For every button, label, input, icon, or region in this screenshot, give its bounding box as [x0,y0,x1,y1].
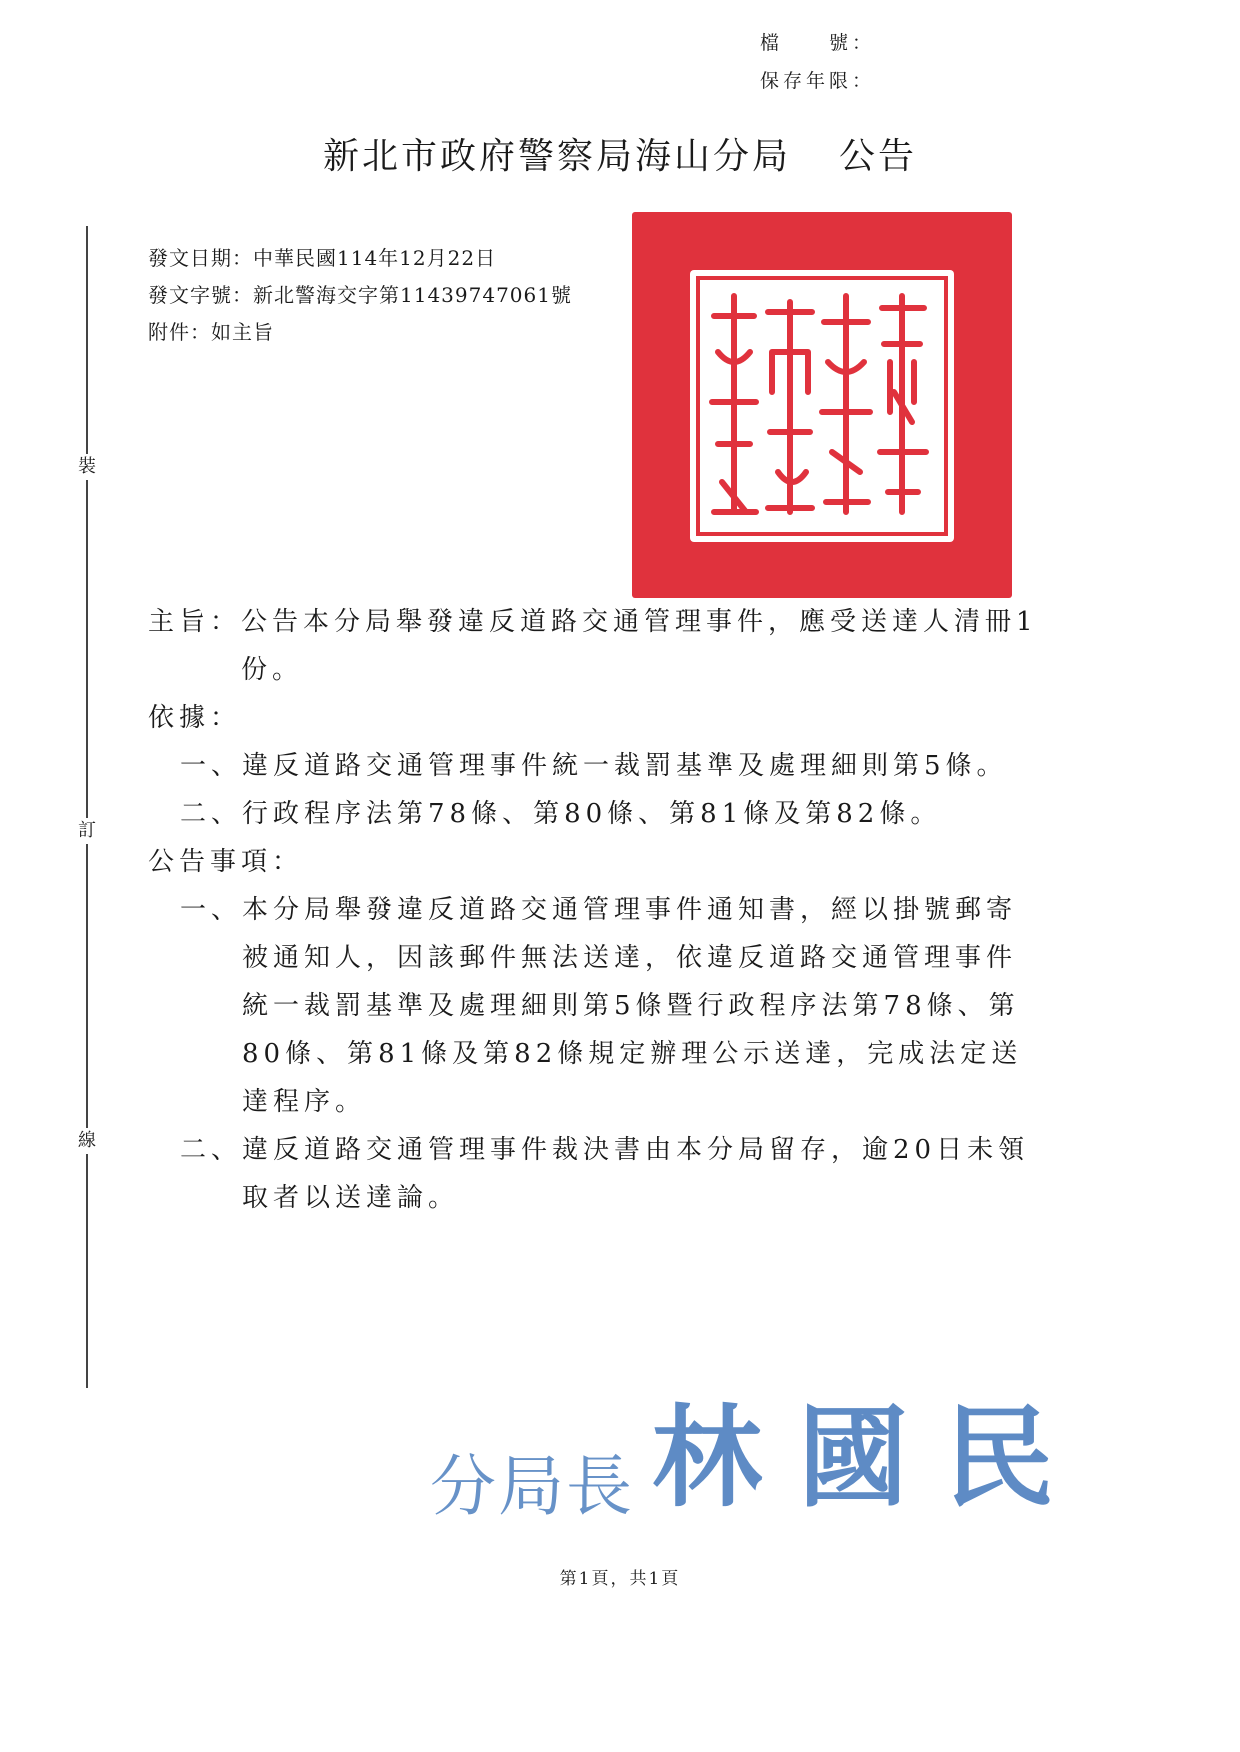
signature-stamp [430,1370,1090,1528]
basis-item [148,742,1048,790]
binding-mark-xian: 線 [74,1128,100,1154]
document-title [0,128,1240,179]
subject-text: 公告本分局舉發違反道路交通管理事件，應受送達人清冊1份。 [241,607,1038,685]
file-meta [760,24,875,100]
basis-item-text: 行政程序法第78條、第80條、第81條及第82條。 [242,799,942,829]
official-seal [632,212,1012,598]
basis-item-number: 二、 [180,799,243,829]
subject-label: 主旨： [148,607,242,637]
notice-label: 公告事項： [148,847,304,877]
notice-item [148,1126,1048,1222]
basis-item-number: 一、 [180,751,243,781]
notice-item-number: 二、 [180,1135,243,1165]
basis-item-text: 違反道路交通管理事件統一裁罰基準及處理細則第5條。 [242,751,1008,781]
basis-item [148,790,1048,838]
notice-item-text: 違反道路交通管理事件裁決書由本分局留存，逾20日未領取者以送達論。 [242,1135,1030,1213]
notice-item-number: 一、 [180,895,243,925]
page-number: 第1頁，共1頁 [559,1569,681,1589]
notice-item [148,886,1048,1126]
issue-info [148,240,572,351]
signer-title: 分局長 [430,1448,634,1525]
document-type: 公告 [839,136,918,177]
issue-reference-number: 發文字號：新北警海交字第11439747061號 [148,283,572,307]
issue-date: 發文日期：中華民國114年12月22日 [148,246,497,270]
basis-label: 依據： [148,703,242,733]
file-number-label: 檔 號： [760,32,876,54]
signer-name: 林國民 [652,1393,1090,1522]
seal-graphic [632,212,1012,598]
subject-section [148,598,1048,694]
notice-item-text: 本分局舉發違反道路交通管理事件通知書，經以掛號郵寄被通知人，因該郵件無法送達，依違反道路交通管理事件統一裁罰基準及處理細則第5條暨行政程序法第78條、第80條、第81條及第82條規定辦理公示送達，完成法定送達程序。 [242,895,1023,1117]
agency-name: 新北市政府警察局海山分局 [322,136,791,177]
attachment-note: 附件：如主旨 [148,320,274,344]
retention-period-label: 保存年限： [760,70,876,92]
binding-mark-ding: 訂 [74,818,100,844]
document-body [148,598,1048,1222]
binding-mark-zhuang: 裝 [74,454,100,480]
binding-line [86,226,88,1388]
